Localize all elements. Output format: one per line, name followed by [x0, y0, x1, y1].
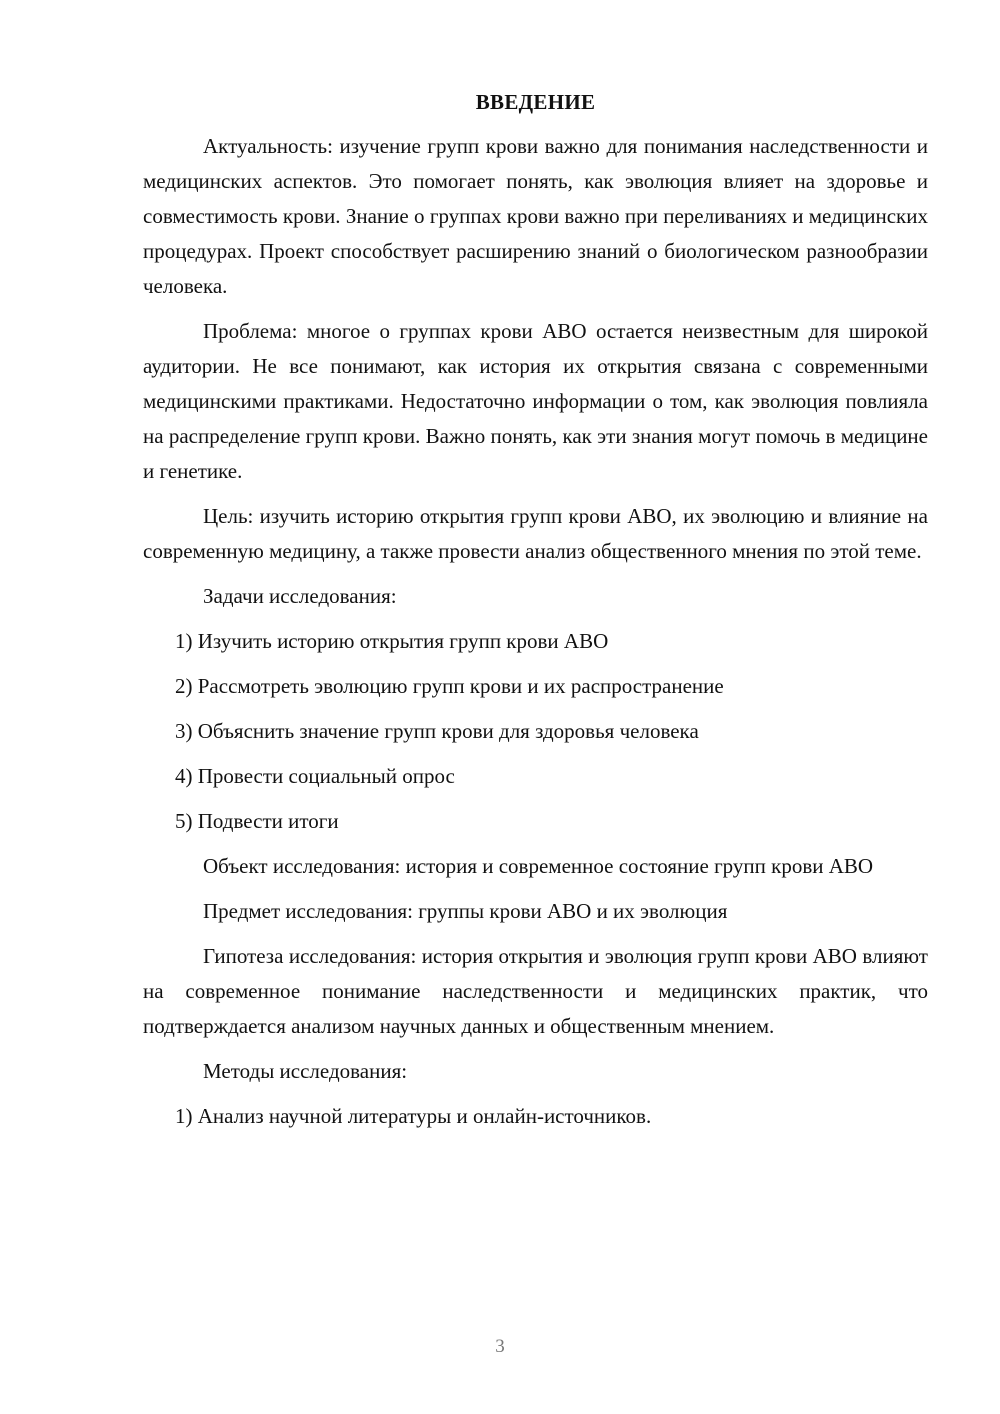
page-number: 3	[495, 1336, 505, 1357]
page-title: ВВЕДЕНИЕ	[475, 90, 596, 114]
task-item: 4) Провести социальный опрос	[175, 764, 455, 789]
document-page	[143, 90, 928, 1144]
methods-list	[143, 1099, 928, 1134]
subject-paragraph: Предмет исследования: группы крови АВО и их эволюция	[203, 899, 728, 924]
task-item: 2) Рассмотреть эволюцию групп крови и их распространение	[175, 674, 724, 699]
tasks-list	[143, 624, 928, 839]
task-item: 5) Подвести итоги	[175, 809, 339, 834]
problem-paragraph: Проблема: многое о группах крови АВО остается неизвестным для широкой аудитории. Не все понимают, как история их открытия связана с современными медицинскими практиками. Недостаточно информации о том, как эволюция повлияла на распределение групп крови. Важно понять, как эти знания могут помочь в медицине и генетике.	[143, 319, 928, 484]
relevance-paragraph: Актуальность: изучение групп крови важно для понимания наследственности и медицинских аспектов. Это помогает понять, как эволюция влияет на здоровье и совместимость крови. Знание о группах крови важно при переливаниях и медицинских процедурах. Проект способствует расширению знаний о биологическом разнообразии человека.	[143, 134, 928, 299]
task-item: 1) Изучить историю открытия групп крови АВО	[175, 629, 609, 654]
methods-heading: Методы исследования:	[203, 1059, 408, 1084]
hypothesis-paragraph: Гипотеза исследования: история открытия и эволюция групп крови АВО влияют на современное понимание наследственности и медицинских практик, что подтверждается анализом научных данных и общественным мнением.	[143, 944, 928, 1039]
object-paragraph: Объект исследования: история и современное состояние групп крови АВО	[203, 854, 874, 879]
method-item: 1) Анализ научной литературы и онлайн-источников.	[175, 1104, 652, 1129]
goal-paragraph: Цель: изучить историю открытия групп крови АВО, их эволюцию и влияние на современную медицину, а также провести анализ общественного мнения по этой теме.	[143, 504, 928, 564]
task-item: 3) Объяснить значение групп крови для здоровья человека	[175, 719, 699, 744]
tasks-heading: Задачи исследования:	[203, 584, 397, 609]
